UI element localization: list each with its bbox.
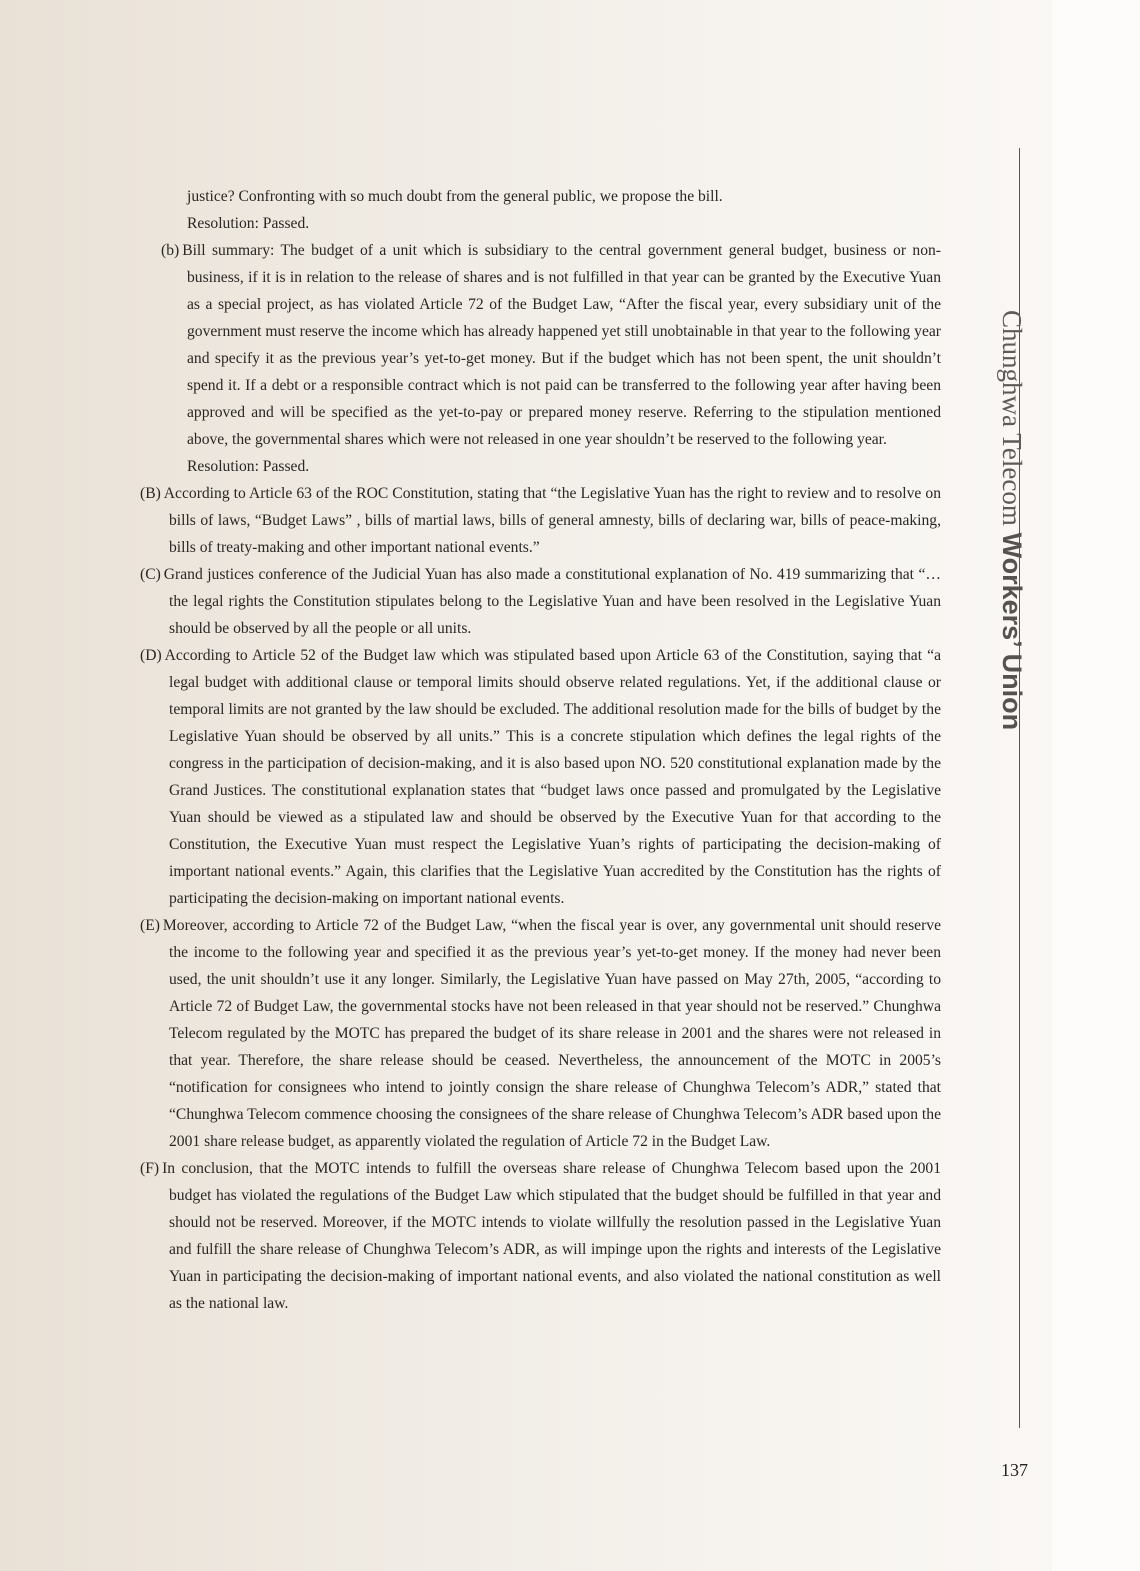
- item-label-B: (B): [140, 485, 161, 502]
- body-text: [0, 183, 1140, 1317]
- paragraph-D: [0, 642, 941, 912]
- paragraph-b-text: Bill summary: The budget of a unit which is subsidiary to the central government general budget, business or non-business, if it is in relation to the release of shares and is not fulfilled in that year can be granted by the Executive Yuan as a special project, as has violated Article 72 of the Budget Law, “After the fiscal year, every subsidiary unit of the government must reserve the income which has already happened yet still unobtainable in that year to the following year and specify it as the previous year’s yet-to-get money. But if the budget which has not been spent, the unit shouldn’t spend it. If a debt or a responsible contract which is not paid can be transferred to the following year after having been approved and will be specified as the yet-to-pay or prepared money reserve. Referring to the stipulation mentioned above, the governmental shares which were not released in one year shouldn’t be reserved to the following year.: [182, 242, 941, 448]
- paragraph-E-text: Moreover, according to Article 72 of the Budget Law, “when the fiscal year is over, any governmental unit should reserve the income to the following year and specified it as the previous year’s yet-to-get money. If the money had never been used, the unit shouldn’t use it any longer. Similarly, the Legislative Yuan have passed on May 27th, 2005, “according to Article 72 of Budget Law, the governmental stocks have not been released in that year should not be reserved.” Chunghwa Telecom regulated by the MOTC has prepared the budget of its share release in 2001 and the shares were not released in that year. Therefore, the share release should be ceased. Nevertheless, the announcement of the MOTC in 2005’s “notification for consignees who intend to jointly consign the share release of Chunghwa Telecom’s ADR,” stated that “Chunghwa Telecom commence choosing the consignees of the share release of Chunghwa Telecom’s ADR based upon the 2001 share release budget, as apparently violated the regulation of Article 72 in the Budget Law.: [162, 917, 941, 1150]
- paragraph-F: [0, 1155, 941, 1317]
- sidebar-title-union: Workers’ Union: [997, 532, 1027, 731]
- paragraph-C-text: Grand justices conference of the Judicial Yuan has also made a constitutional explanation of No. 419 summarizing that “… the legal rights the Constitution stipulates belong to the Legislative Yuan and have been resolved in the Legislative Yuan should be observed by all the people or all units.: [163, 566, 941, 637]
- paragraph-B: [0, 480, 941, 561]
- paragraph-justice: justice? Confronting with so much doubt from the general public, we propose the bill.: [187, 188, 723, 205]
- page-number: 137: [1001, 1460, 1028, 1480]
- item-label-b: (b): [161, 242, 180, 259]
- resolution-passed-2: Resolution: Passed.: [187, 458, 310, 475]
- paragraph-b-bill-summary: [0, 237, 941, 453]
- paragraph-F-text: In conclusion, that the MOTC intends to fulfill the overseas share release of Chunghwa Telecom based upon the 2001 budget has violated the regulations of the Budget Law which stipulated that the budget should be fulfilled in that year and should not be reserved. Moreover, if the MOTC intends to violate willfully the resolution passed in the Legislative Yuan and fulfill the share release of Chunghwa Telecom’s ADR, as will impinge upon the rights and interests of the Legislative Yuan in participating the decision-making of important national events, and also violated the national constitution as well as the national law.: [162, 1160, 941, 1312]
- paragraph-C: [0, 561, 941, 642]
- paragraph-D-text: According to Article 52 of the Budget law which was stipulated based upon Article 63 of the Constitution, saying that “a legal budget with additional clause or temporal limits should observe related regulations. Yet, if the additional clause or temporal limits are not granted by the law should be excluded. The additional resolution made for the bills of budget by the Legislative Yuan should be observed by all units.” This is a concrete stipulation which defines the legal rights of the congress in the participation of decision-making, and it is also based upon NO. 520 constitutional explanation made by the Grand Justices. The constitutional explanation states that “budget laws once passed and promulgated by the Legislative Yuan should be viewed as a stipulated law and should be observed by the Executive Yuan for that according to the Constitution, the Executive Yuan must respect the Legislative Yuan’s rights of participating the decision-making of important national events.” Again, this clarifies that the Legislative Yuan accredited by the Constitution has the rights of participating the decision-making on important national events.: [164, 647, 941, 907]
- paragraph-E: [0, 912, 941, 1155]
- sidebar-title-company: Chunghwa Telecom: [997, 310, 1027, 533]
- sidebar-vertical-title: [997, 310, 1027, 730]
- item-label-D: (D): [140, 647, 162, 664]
- resolution-passed-1: Resolution: Passed.: [187, 215, 310, 232]
- item-label-E: (E): [140, 917, 160, 934]
- paragraph-B-text: According to Article 63 of the ROC Constitution, stating that “the Legislative Yuan has the right to review and to resolve on bills of laws, “Budget Laws” , bills of martial laws, bills of general amnesty, bills of declaring war, bills of peace-making, bills of treaty-making and other important national events.”: [163, 485, 941, 556]
- item-label-C: (C): [140, 566, 161, 583]
- item-label-F: (F): [140, 1160, 160, 1177]
